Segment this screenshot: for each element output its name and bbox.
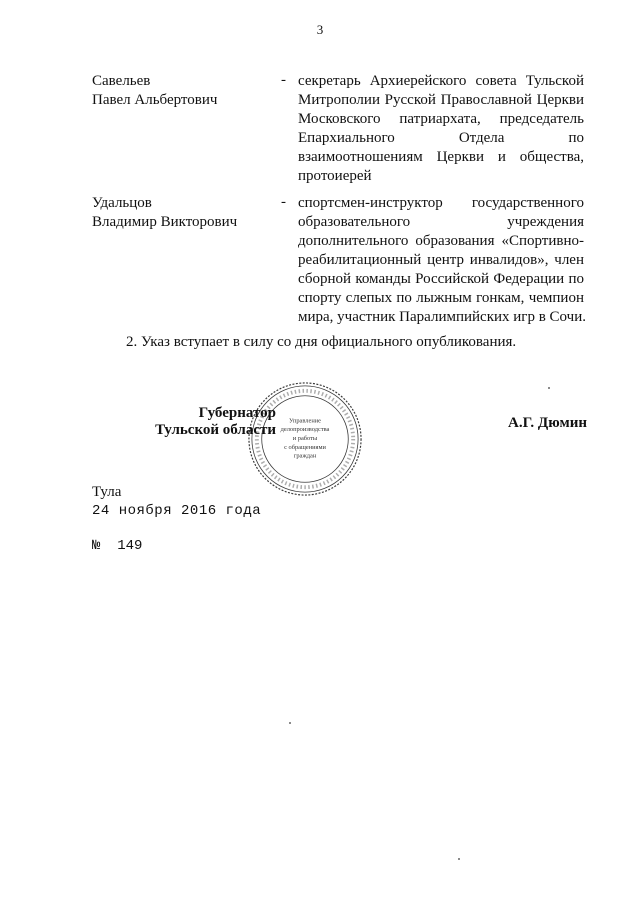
member-dash: - bbox=[281, 72, 286, 88]
document-number bbox=[92, 538, 142, 554]
scan-speck bbox=[458, 858, 460, 860]
description-line: Московского патриархата, председатель bbox=[298, 111, 584, 127]
official-stamp bbox=[246, 380, 364, 498]
stamp-line: Управление bbox=[289, 417, 321, 425]
description-line: реабилитационный центр инвалидов», член bbox=[298, 252, 584, 268]
description-line: Епархиального Отдела по bbox=[298, 130, 584, 146]
member-description-1 bbox=[298, 72, 584, 186]
number-value: 149 bbox=[117, 538, 143, 554]
stamp-line: делопроизводства bbox=[280, 426, 330, 434]
description-line: спорту слепых по лыжным гонкам, чемпион bbox=[298, 290, 584, 306]
description-line: образовательного учреждения bbox=[298, 214, 584, 230]
member-name-1 bbox=[92, 72, 217, 110]
scan-speck bbox=[289, 722, 291, 724]
member-given-names: Павел Альбертович bbox=[92, 92, 218, 108]
member-given-names: Владимир Викторович bbox=[92, 214, 238, 230]
signatory-name: А.Г. Дюмин bbox=[508, 415, 588, 431]
page-number: 3 bbox=[316, 22, 324, 37]
number-sign: № bbox=[92, 538, 101, 554]
signature-title-line: Губернатор bbox=[198, 405, 276, 421]
description-line: секретарь Архиерейского совета Тульской bbox=[298, 73, 584, 89]
description-line: мира, участник Паралимпийских игр в Сочи. bbox=[298, 309, 586, 325]
signature-title bbox=[150, 405, 276, 439]
description-line: дополнительного образования «Спортивно- bbox=[298, 233, 584, 249]
stamp-line: с обращениями bbox=[284, 443, 326, 451]
signature-title-line: Тульской области bbox=[155, 422, 276, 438]
description-line: спортсмен-инструктор государственного bbox=[298, 195, 584, 211]
description-line: протоиерей bbox=[298, 168, 372, 184]
stamp-line: и работы bbox=[292, 434, 318, 442]
issue-date: 24 ноября 2016 года bbox=[92, 503, 262, 519]
member-description-2 bbox=[298, 194, 584, 327]
stamp-line: граждан bbox=[293, 452, 317, 460]
description-line: взаимоотношениям Церкви и общества, bbox=[298, 149, 584, 165]
description-line: Митрополии Русской Православной Церкви bbox=[298, 92, 584, 108]
description-line: сборной команды Российской Федерации по bbox=[298, 271, 584, 287]
issue-city: Тула bbox=[92, 484, 122, 500]
member-surname: Савельев bbox=[92, 73, 151, 89]
member-name-2 bbox=[92, 194, 237, 232]
scan-speck bbox=[548, 387, 550, 389]
paragraph-2: 2. Указ вступает в силу со дня официального опубликования. bbox=[126, 334, 517, 350]
member-surname: Удальцов bbox=[92, 195, 152, 211]
member-dash: - bbox=[281, 194, 286, 210]
